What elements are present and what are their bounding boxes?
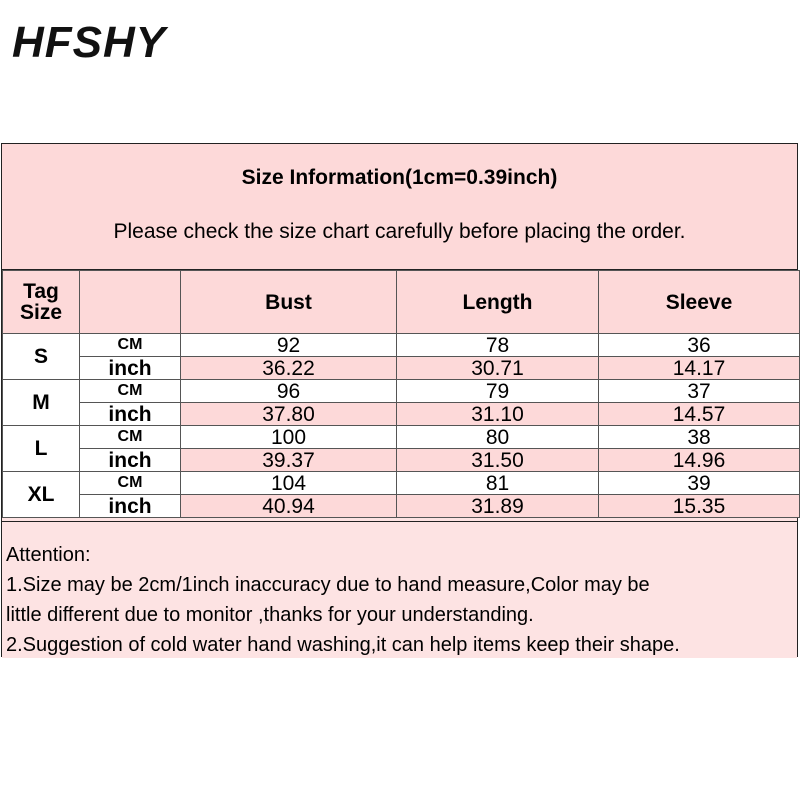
length-value: 80	[397, 426, 599, 449]
unit-label: inch	[80, 495, 181, 518]
length-header: Length	[397, 271, 599, 334]
unit-label: inch	[80, 403, 181, 426]
sleeve-value: 38	[599, 426, 800, 449]
size-label: XL	[3, 472, 80, 518]
table-row	[3, 472, 800, 495]
size-label: L	[3, 426, 80, 472]
unit-label: inch	[80, 357, 181, 380]
length-value: 30.71	[397, 357, 599, 380]
unit-label: CM	[80, 334, 181, 357]
sleeve-value: 15.35	[599, 495, 800, 518]
bust-header: Bust	[181, 271, 397, 334]
length-value: 31.10	[397, 403, 599, 426]
length-value: 78	[397, 334, 599, 357]
length-value: 31.89	[397, 495, 599, 518]
attention-line: 2.Suggestion of cold water hand washing,it can help items keep their shape.	[6, 634, 680, 656]
unit-label: CM	[80, 472, 181, 495]
size-label: M	[3, 380, 80, 426]
bust-value: 92	[181, 334, 397, 357]
table-row	[3, 357, 800, 380]
length-value: 79	[397, 380, 599, 403]
table-row	[3, 426, 800, 449]
unit-label: CM	[80, 380, 181, 403]
table-row	[3, 495, 800, 518]
unit-header	[80, 271, 181, 334]
table-row	[3, 449, 800, 472]
bust-value: 40.94	[181, 495, 397, 518]
bust-value: 104	[181, 472, 397, 495]
unit-label: inch	[80, 449, 181, 472]
table-row	[3, 380, 800, 403]
tag-size-header	[3, 271, 80, 334]
sleeve-value: 14.17	[599, 357, 800, 380]
table-row	[3, 334, 800, 357]
sleeve-value: 36	[599, 334, 800, 357]
bust-value: 100	[181, 426, 397, 449]
size-chart-header	[2, 144, 797, 270]
table-header-row	[3, 271, 800, 334]
tag-size-header-line1: Tag	[23, 280, 59, 303]
attention-line: little different due to monitor ,thanks for your understanding.	[6, 604, 534, 626]
sleeve-value: 14.57	[599, 403, 800, 426]
tag-size-header-line2: Size	[19, 301, 63, 324]
attention-notes	[2, 521, 797, 658]
bust-value: 37.80	[181, 403, 397, 426]
bust-value: 39.37	[181, 449, 397, 472]
length-value: 31.50	[397, 449, 599, 472]
size-chart-sheet	[1, 143, 798, 657]
size-label: S	[3, 334, 80, 380]
size-chart-title: Size Information(1cm=0.39inch)	[241, 166, 558, 189]
bust-value: 36.22	[181, 357, 397, 380]
sleeve-value: 39	[599, 472, 800, 495]
attention-line: 1.Size may be 2cm/1inch inaccuracy due to hand measure,Color may be	[6, 574, 650, 596]
unit-label: CM	[80, 426, 181, 449]
bust-value: 96	[181, 380, 397, 403]
size-chart-subtitle: Please check the size chart carefully before placing the order.	[113, 220, 686, 243]
sleeve-header: Sleeve	[599, 271, 800, 334]
sleeve-value: 14.96	[599, 449, 800, 472]
length-value: 81	[397, 472, 599, 495]
sleeve-value: 37	[599, 380, 800, 403]
table-row	[3, 403, 800, 426]
attention-heading: Attention:	[6, 544, 91, 566]
brand-logo: HFSHY	[12, 18, 167, 67]
size-table	[2, 270, 800, 518]
